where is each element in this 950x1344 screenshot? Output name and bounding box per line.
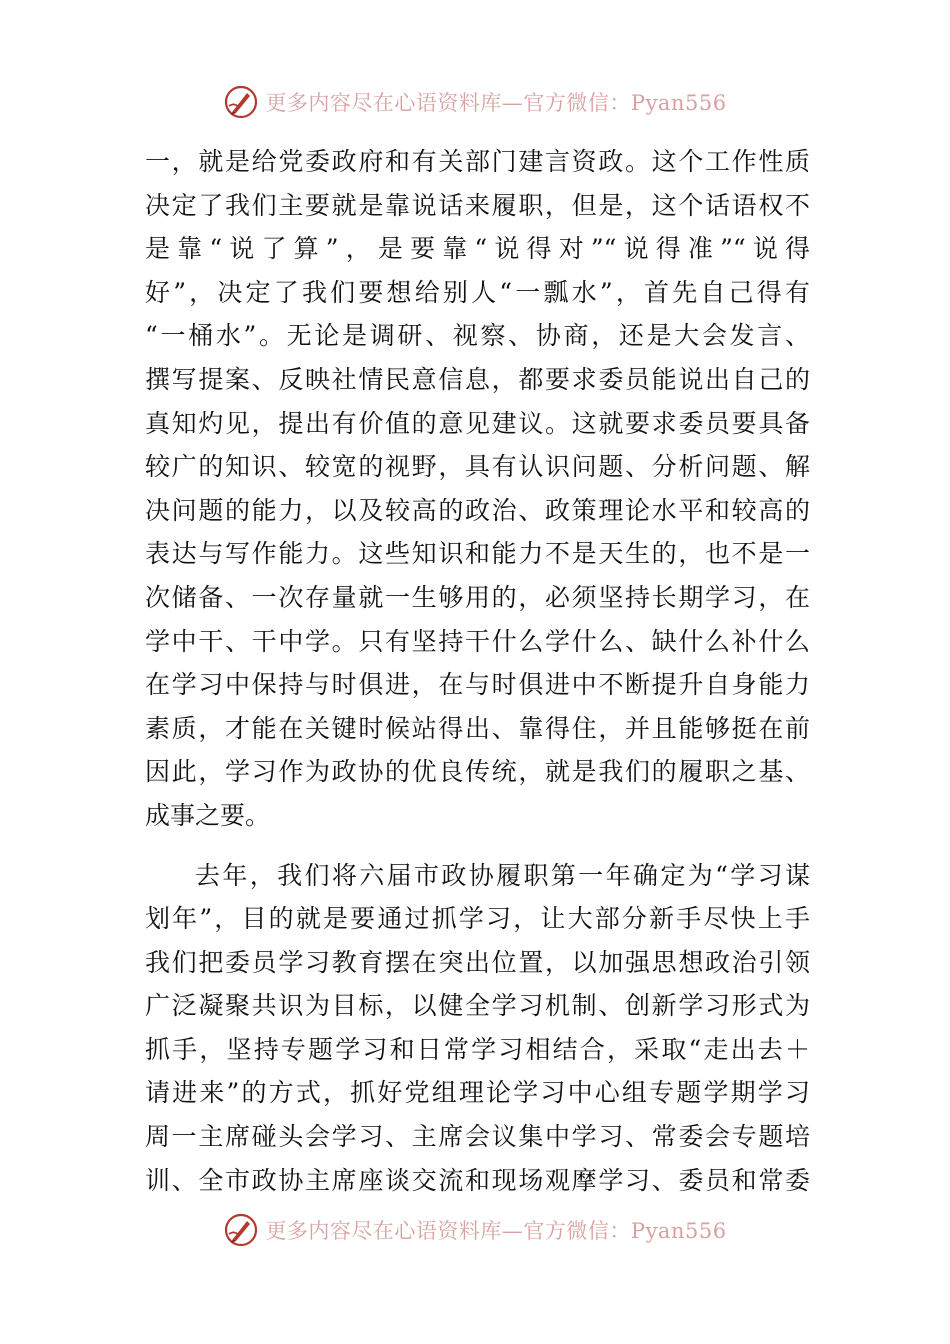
text-line: 好”，决定了我们要想给别人“一瓢水”，首先自己得有 [145,277,810,307]
text-line: 决定了我们主要就是靠说话来履职，但是，这个话语权不 [145,190,810,220]
text-line: 是靠“说了算”，是要靠“说得对”“说得准”“说得 [145,234,810,264]
paragraph-start-line: 去年，我们将六届市政协履职第一年确定为“学习谋 [195,860,810,890]
text-line: 较广的知识、较宽的视野，具有认识问题、分析问题、解 [145,452,810,482]
text-line: 请进来”的方式，抓好党组理论学习中心组专题学期学习 [145,1078,810,1108]
text-line: 素质，才能在关键时候站得出、靠得住，并且能够挺在前 [145,713,810,743]
watermark-banner-bottom [0,1208,950,1252]
text-line: 一，就是给党委政府和有关部门建言资政。这个工作性质 [145,147,810,176]
text-line: 次储备、一次存量就一生够用的，必须坚持长期学习，在 [145,582,810,612]
watermark-text: 更多内容尽在心语资料库—官方微信：Pyan556 [265,1219,727,1243]
paragraph-end-line: 成事之要。 [145,800,271,830]
pen-logo-icon [223,84,259,120]
pen-logo-icon [223,1212,259,1248]
text-line: 广泛凝聚共识为目标，以健全学习机制、创新学习形式为 [145,991,810,1021]
document-body [145,140,810,1202]
text-line: 在学习中保持与时俱进，在与时俱进中不断提升自身能力 [145,670,810,700]
text-line: “一桶水”。无论是调研、视察、协商，还是大会发言、 [145,321,810,351]
paragraph-gap [145,838,810,854]
text-line: 因此，学习作为政协的优良传统，就是我们的履职之基、 [145,757,810,787]
text-line: 决问题的能力，以及较高的政治、政策理论水平和较高的 [145,495,810,525]
text-line: 训、全市政协主席座谈交流和现场观摩学习、委员和常委 [145,1165,810,1195]
text-line: 真知灼见，提出有价值的意见建议。这就要求委员要具备 [145,408,810,438]
text-line: 撰写提案、反映社情民意信息，都要求委员能说出自己的 [145,364,810,394]
watermark-banner-top [0,80,950,124]
text-line: 周一主席碰头会学习、主席会议集中学习、常委会专题培 [145,1122,810,1152]
text-line: 我们把委员学习教育摆在突出位置，以加强思想政治引领 [145,947,810,977]
text-line: 学中干、干中学。只有坚持干什么学什么、缺什么补什么 [145,626,810,656]
text-line: 划年”，目的就是要通过抓学习，让大部分新手尽快上手 [145,904,810,934]
text-line: 表达与写作能力。这些知识和能力不是天生的，也不是一 [145,539,810,569]
text-line: 抓手，坚持专题学习和日常学习相结合，采取“走出去＋ [145,1034,810,1064]
watermark-text: 更多内容尽在心语资料库—官方微信：Pyan556 [265,91,727,115]
